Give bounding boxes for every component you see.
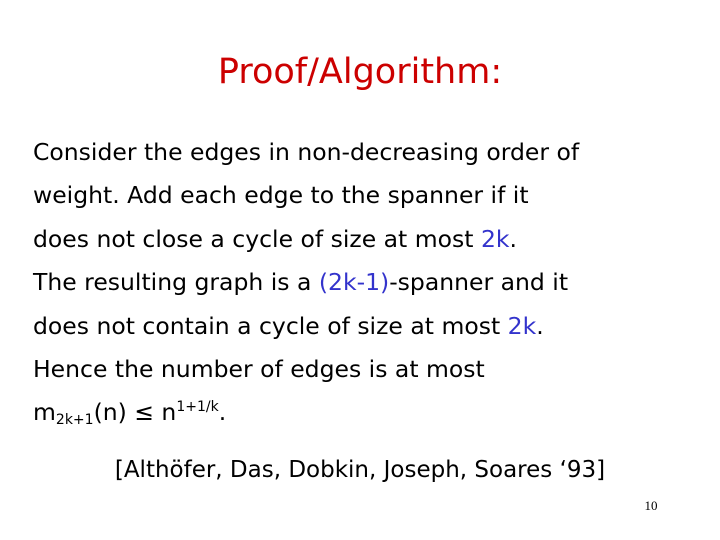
body-line-3-text: does not close a cycle of size at most <box>33 224 481 253</box>
citation: [Althöfer, Das, Dobkin, Joseph, Soares ‘93] <box>114 457 606 483</box>
formula-m: m <box>33 398 56 427</box>
body-line-5 <box>33 305 703 348</box>
slide-title: Proof/Algorithm: <box>217 52 503 92</box>
highlight-2k-minus-1: (2k-1) <box>318 268 390 297</box>
body-line-4 <box>33 261 703 304</box>
body-line-7-formula <box>33 391 703 434</box>
body-line-1: Consider the edges in non-decreasing order of <box>33 138 580 166</box>
formula-superscript: 1+1/k <box>176 399 219 416</box>
body-line-2: weight. Add each edge to the spanner if it <box>33 181 529 210</box>
highlight-2k-second: 2k <box>507 311 537 340</box>
formula-middle: (n) ≤ n <box>93 398 177 427</box>
body-line-4-text: The resulting graph is a <box>33 268 319 297</box>
page-number: 10 <box>644 498 658 513</box>
body-line-6: Hence the number of edges is at most <box>33 354 485 383</box>
body-line-5-text: does not contain a cycle of size at most <box>33 311 508 340</box>
formula-subscript: 2k+1 <box>55 412 94 429</box>
period: . <box>509 224 517 253</box>
body-line-4-text-end: -spanner and it <box>389 268 569 297</box>
body-line-3 <box>33 218 703 261</box>
slide-body <box>33 131 703 435</box>
period: . <box>536 311 544 340</box>
period: . <box>218 398 227 427</box>
highlight-2k: 2k <box>480 224 510 253</box>
